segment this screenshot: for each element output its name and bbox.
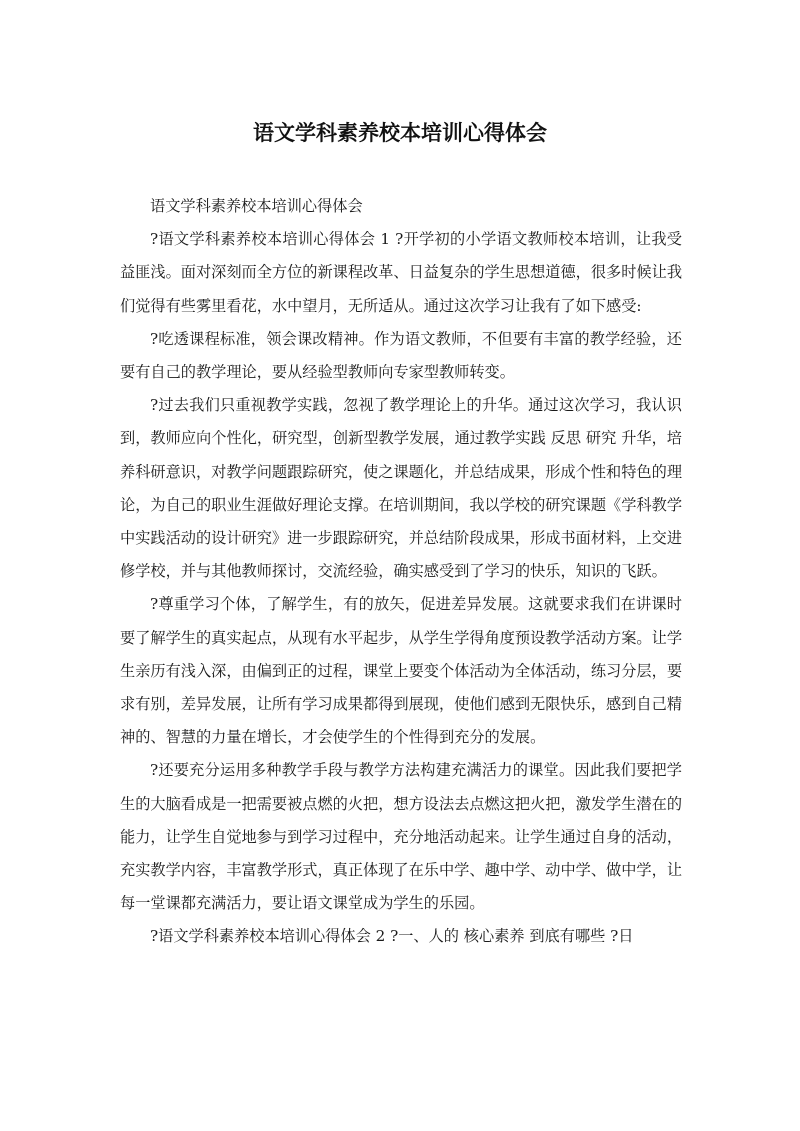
document-body — [120, 190, 682, 954]
paragraph-section-2: ?语文学科素养校本培训心得体会 2 ?一、人的 核心素养 到底有哪些 ?日 — [150, 927, 634, 946]
paragraph-theory: ?过去我们只重视教学实践，忽视了教学理论上的升华。通过这次学习，我认识到，教师应向个性化，研究型，创新型教学发展，通过教学实践 反思 研究 升华，培养科研意识，对教学问题跟踪研究，使之课题化，并总结成果，形成个性和特色的理论，为自己的职业生涯做好理论支撑。在培训期间，我以学校的研究课题《学科教学中实践活动的设计研究》进一步跟踪研究，并总结阶段成果，形成书面材料，上交进修学校，并与其他教师探讨，交流经验，确实感受到了学习的快乐，知识的飞跃。 — [120, 396, 682, 581]
paragraph-subtitle: 语文学科素养校本培训心得体会 — [150, 197, 363, 215]
paragraph-methods: ?还要充分运用多种教学手段与教学方法构建充满活力的课堂。因此我们要把学生的大脑看成是一把需要被点燃的火把，想方设法去点燃这把火把，激发学生潜在的能力，让学生自觉地参与到学习过程中，充分地活动起来。让学生通过自身的活动，充实教学内容，丰富教学形式，真正体现了在乐中学、趣中学、动中学、做中学，让每一堂课都充满活力，要让语文课堂成为学生的乐园。 — [120, 761, 682, 913]
paragraph-intro: ?语文学科素养校本培训心得体会 1 ?开学初的小学语文教师校本培训，让我受益匪浅。面对深刻而全方位的新课程改革、日益复杂的学生思想道德，很多时候让我们觉得有些雾里看花，水中望月，无所适从。通过这次学习让我有了如下感受: — [120, 230, 682, 315]
document-title: 语文学科素养校本培训心得体会 — [253, 121, 547, 145]
paragraph-standards: ?吃透课程标准，领会课改精神。作为语文教师，不但要有丰富的教学经验，还要有自己的教学理论，要从经验型教师向专家型教师转变。 — [120, 329, 682, 382]
paragraph-individuals: ?尊重学习个体，了解学生，有的放矢，促进差异发展。这就要求我们在讲课时要了解学生的真实起点，从现有水平起步，从学生学得角度预设教学活动方案。让学生亲历有浅入深，由偏到正的过程，课堂上要变个体活动为全体活动，练习分层，要求有别，差异发展，让所有学习成果都得到展现，使他们感到无限快乐，感到自己精神的、智慧的力量在增长，才会使学生的个性得到充分的发展。 — [120, 595, 682, 747]
